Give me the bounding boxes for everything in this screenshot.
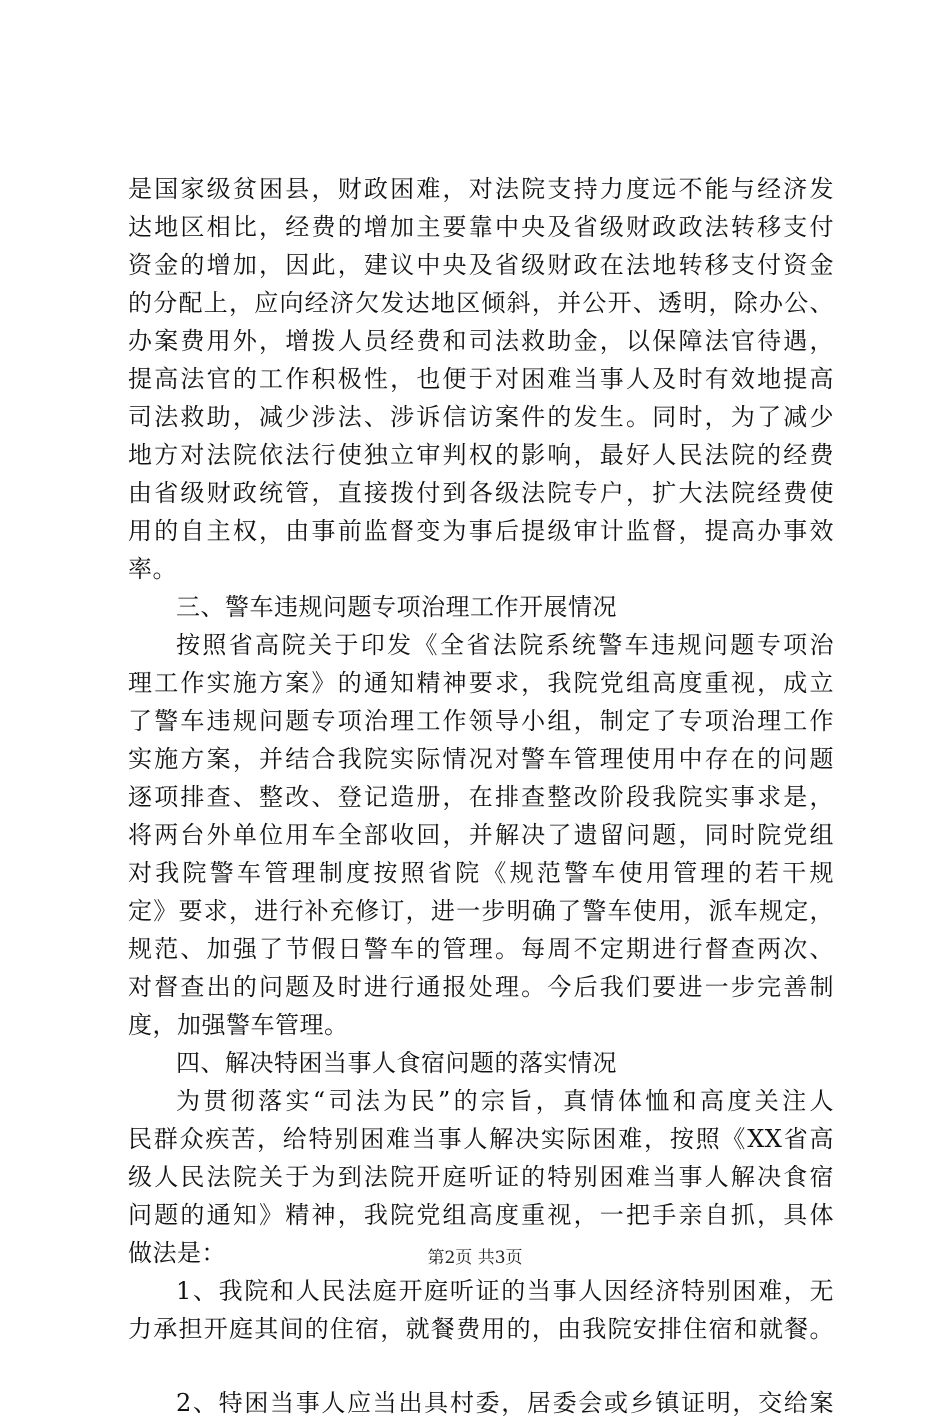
- text-line: 司法救助，减少涉法、涉诉信访案件的发生。同时，为了减少: [128, 403, 834, 431]
- text-line: 率。: [128, 555, 177, 583]
- text-line: 逐项排查、整改、登记造册，在排查整改阶段我院实事求是，: [128, 783, 834, 811]
- section-heading: 四、解决特困当事人食宿问题的落实情况: [176, 1049, 617, 1077]
- text-line: 地方对法院依法行使独立审判权的影响，最好人民法院的经费: [128, 441, 834, 469]
- text-line: 规范、加强了节假日警车的管理。每周不定期进行督查两次、: [128, 935, 834, 963]
- text-line: 了警车违规问题专项治理工作领导小组，制定了专项治理工作: [128, 707, 834, 735]
- text-line: 的分配上，应向经济欠发达地区倾斜，并公开、透明，除办公、: [128, 289, 834, 317]
- text-line: 问题的通知》精神，我院党组高度重视，一把手亲自抓，具体: [128, 1201, 834, 1229]
- text-line: 民群众疾苦，给特别困难当事人解决实际困难，按照《XX省高: [128, 1125, 834, 1153]
- paragraph-gap: [128, 1348, 834, 1384]
- text-line: 将两台外单位用车全部收回，并解决了遗留问题，同时院党组: [128, 821, 834, 849]
- text-line: 度，加强警车管理。: [128, 1011, 349, 1039]
- body-text: [128, 170, 834, 1422]
- text-line: 实施方案，并结合我院实际情况对警车管理使用中存在的问题: [128, 745, 834, 773]
- section-heading: 三、警车违规问题专项治理工作开展情况: [176, 593, 617, 621]
- page-footer: 第2页 共3页: [427, 1248, 523, 1268]
- text-line: 办案费用外，增拨人员经费和司法救助金，以保障法官待遇，: [128, 327, 834, 355]
- text-line: 达地区相比，经费的增加主要靠中央及省级财政政法转移支付: [128, 213, 834, 241]
- text-line: 对督查出的问题及时进行通报处理。今后我们要进一步完善制: [128, 973, 834, 1001]
- text-line: 提高法官的工作积极性，也便于对困难当事人及时有效地提高: [128, 365, 834, 393]
- text-line: 做法是：: [128, 1239, 226, 1267]
- text-line: 为贯彻落实“司法为民”的宗旨，真情体恤和高度关注人: [176, 1087, 834, 1115]
- text-line: 用的自主权，由事前监督变为事后提级审计监督，提高办事效: [128, 517, 834, 545]
- text-line: 由省级财政统管，直接拨付到各级法院专户，扩大法院经费使: [128, 479, 834, 507]
- text-line: 按照省高院关于印发《全省法院系统警车违规问题专项治: [176, 631, 834, 659]
- text-line: 力承担开庭其间的住宿，就餐费用的，由我院安排住宿和就餐。: [128, 1315, 834, 1343]
- text-line: 资金的增加，因此，建议中央及省级财政在法地转移支付资金: [128, 251, 834, 279]
- text-line: 定》要求，进行补充修订，进一步明确了警车使用，派车规定，: [128, 897, 834, 925]
- text-line: 对我院警车管理制度按照省院《规范警车使用管理的若干规: [128, 859, 834, 887]
- text-line: 1、我院和人民法庭开庭听证的当事人因经济特别困难，无: [176, 1277, 834, 1305]
- text-line: 2、特困当事人应当出具村委，居委会或乡镇证明，交给案: [176, 1389, 834, 1417]
- text-line: 理工作实施方案》的通知精神要求，我院党组高度重视，成立: [128, 669, 834, 697]
- text-line: 级人民法院关于为到法院开庭听证的特别困难当事人解决食宿: [128, 1163, 834, 1191]
- text-line: 是国家级贫困县，财政困难，对法院支持力度远不能与经济发: [128, 175, 834, 203]
